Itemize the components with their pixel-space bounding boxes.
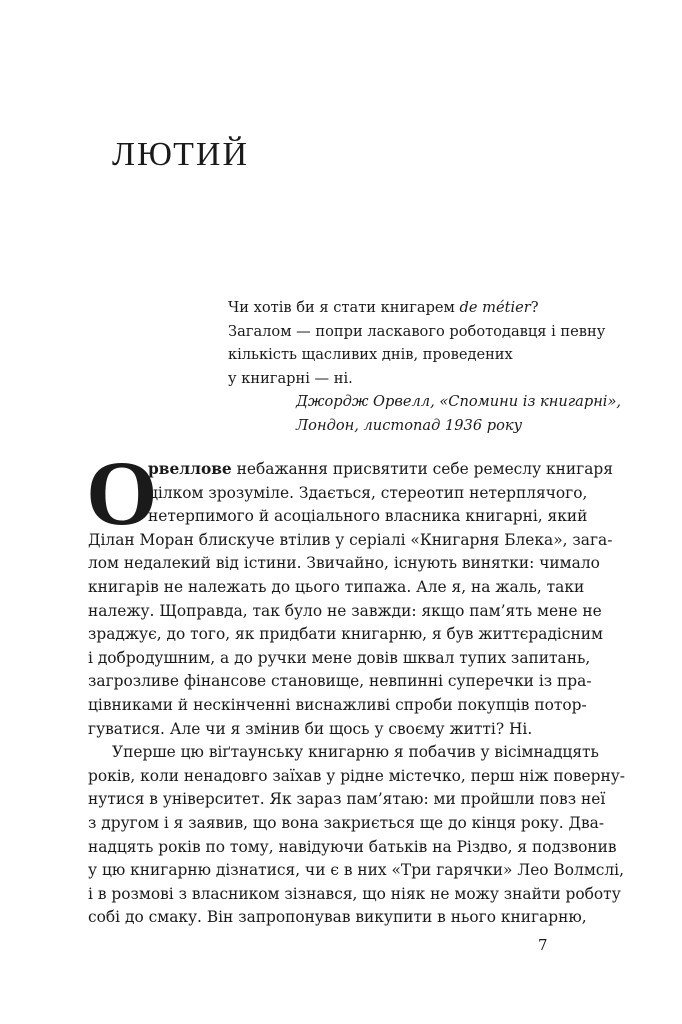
text-line: Уперше цю віґтаунську книгарню я побачив у вісімнадцять: [112, 743, 599, 762]
text-line: з другом і я заявив, що вона закриється ще до кінця року. Два-: [88, 813, 605, 832]
text-line: собі до смаку. Він запропонував викупити в нього книгарню,: [88, 908, 587, 927]
epigraph-foreign-term: de métier: [459, 299, 531, 316]
text-line: нутися в університет. Як зараз пам’ятаю: ми пройшли повз неї: [88, 790, 606, 809]
text-line: років, коли ненадовго заїхав у рідне містечко, перш ніж поверну-: [88, 766, 626, 785]
epigraph-line: Чи хотів би я стати книгарем de métier?: [228, 299, 539, 316]
text-line: зраджує, до того, як придбати книгарню, я був життєрадісним: [88, 625, 603, 644]
epigraph-line: у книгарні — ні.: [228, 369, 353, 387]
epigraph-source: [296, 390, 622, 437]
text-line: книгарів не належать до цього типажа. Але я, на жаль, таки: [88, 577, 585, 596]
text-line: рвеллове небажання присвятити себе ремеслу книгаря: [148, 460, 613, 478]
drop-cap: О: [86, 442, 158, 544]
text-line: належу. Щоправда, так було не завжди: якщо пам’ять мене не: [88, 601, 602, 620]
text-line: загрозливе фінансове становище, невпинні суперечки із пра-: [88, 672, 592, 691]
epigraph-source-line: Лондон, листопад 1936 року: [296, 416, 523, 434]
text-line: надцять років по тому, навідуючи батьків на Різдво, я подзвонив: [88, 837, 617, 856]
text-line: цівниками й нескінченні виснажливі спроби покупців потор-: [88, 695, 587, 714]
lead-word: рвеллове: [148, 460, 232, 478]
page-number: 7: [538, 936, 548, 954]
epigraph-line: Загалом — попри ласкавого роботодавця і певну: [228, 322, 606, 340]
epigraph: [228, 296, 606, 390]
text-line: Ділан Моран блискуче втілив у серіалі «Книгарня Блека», зага-: [88, 530, 613, 549]
epigraph-line: кількість щасливих днів, проведених: [228, 346, 513, 363]
text-line: і в розмові з власником зізнався, що ніяк не можу знайти роботу: [88, 884, 621, 903]
text-line: лом недалекий від істини. Звичайно, існують винятки: чимало: [88, 554, 600, 573]
text-line: нетерпимого й асоціального власника книгарні, який: [148, 507, 588, 526]
body-text: [86, 442, 626, 930]
text-line: цілком зрозуміле. Здається, стереотип нетерплячого,: [148, 483, 588, 502]
chapter-title: ЛЮТИЙ: [112, 136, 250, 173]
text-line: у цю книгарню дізнатися, чи є в них «Три гарячки» Лео Волмслі,: [88, 861, 624, 880]
text-line: гуватися. Але чи я змінив би щось у своєму житті? Ні.: [88, 719, 533, 738]
text-line: і добродушним, а до ручки мене довів шквал тупих запитань,: [88, 648, 591, 667]
epigraph-source-line: Джордж Орвелл, «Спомини із книгарні»,: [296, 393, 622, 410]
